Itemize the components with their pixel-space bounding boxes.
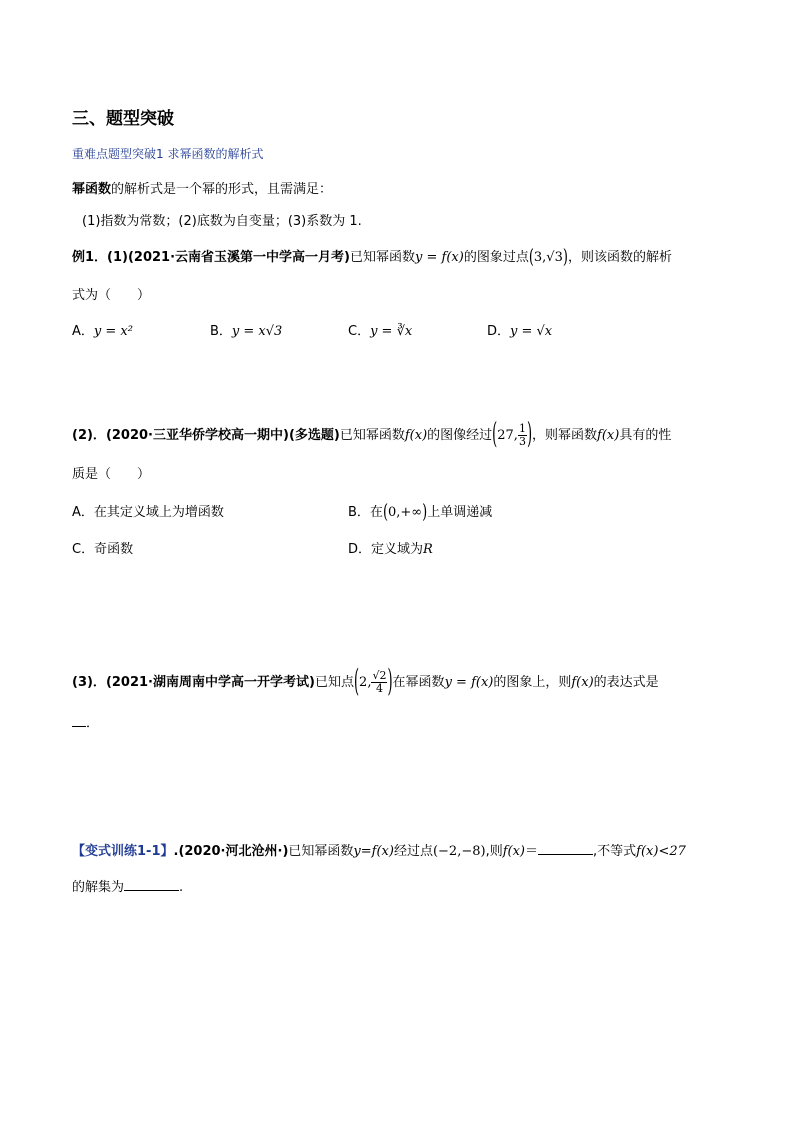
variant-text-b: 经过点 xyxy=(393,844,433,859)
variant-line2-text: 的解集为 xyxy=(72,880,125,895)
q2-frac-den: 3 xyxy=(518,435,526,448)
q2-tag: (多选题) xyxy=(288,428,340,443)
q2-text-d: 具有的性 xyxy=(619,428,672,443)
q3-line2 xyxy=(72,712,99,731)
q2-line2: 质是（ ） xyxy=(72,467,151,482)
variant-label: 【变式训练1-1】 xyxy=(72,844,174,859)
q3-point-a: 2, xyxy=(359,675,372,690)
q1-option-d-expr: y = √x xyxy=(510,324,553,339)
q2-func2: f(x) xyxy=(597,428,620,443)
intro-rest: 的解析式是一个幂的形式，且需满足： xyxy=(111,182,333,197)
intro-bold-term: 幂函数 xyxy=(72,182,112,197)
variant-line2 xyxy=(72,876,183,895)
q2-source: (2020·三亚华侨学校高一期中) xyxy=(105,428,289,443)
q1-option-b-expr: y = x√3 xyxy=(231,324,283,339)
variant-text-d: ,不等式 xyxy=(593,844,637,859)
q3-answer-blank[interactable] xyxy=(72,726,86,727)
q1-paren-open: ( xyxy=(528,246,534,269)
q2-line1 xyxy=(72,419,672,452)
q2-point-a: 27, xyxy=(497,428,518,443)
q3-line1 xyxy=(72,664,659,701)
q2-option-b-letter: B． xyxy=(348,505,370,520)
q1-point: 3,√3 xyxy=(533,250,563,265)
q2-option-a-text: 在其定义域上为增函数 xyxy=(93,505,224,520)
variant-func2: f(x) xyxy=(502,844,525,859)
q2-option-b-paren-open: ( xyxy=(382,501,389,524)
variant-func: y=f(x) xyxy=(353,844,394,859)
q2-paren-close: ) xyxy=(526,419,533,452)
q2-text-a: 已知幂函数 xyxy=(339,428,405,443)
q3-paren-close: ) xyxy=(387,664,393,701)
q2-fraction xyxy=(518,423,527,448)
q3-text-a: 已知点 xyxy=(314,675,354,690)
variant-line1 xyxy=(72,840,686,859)
q1-option-c-letter: C． xyxy=(348,324,371,339)
q3-text-c: 的图象上，则 xyxy=(493,675,572,690)
variant-point: (−2,−8) xyxy=(432,844,486,859)
q1-option-c xyxy=(348,320,412,339)
q1-option-a-letter: A． xyxy=(72,324,94,339)
q2-option-c-text: 奇函数 xyxy=(94,542,134,557)
variant-line2-end: . xyxy=(179,880,184,895)
q1-option-d xyxy=(487,320,552,339)
q3-fraction xyxy=(371,670,387,695)
q3-frac-num: √2 xyxy=(372,669,387,682)
q3-func2: f(x) xyxy=(571,675,594,690)
q3-label: (3)． xyxy=(72,675,106,690)
q2-option-b-text-b: 上单调递减 xyxy=(427,505,493,520)
variant-answer-blank-2[interactable] xyxy=(124,890,179,891)
q3-end-punct: ． xyxy=(86,716,100,731)
q1-label: 例1．(1) xyxy=(72,250,128,265)
q1-text-b: 的图象过点 xyxy=(463,250,529,265)
q2-label: (2)． xyxy=(72,428,106,443)
q2-func: f(x) xyxy=(404,428,428,443)
q3-text-b: 在幂函数 xyxy=(392,675,445,690)
variant-text-c: ,则 xyxy=(485,844,503,859)
intro-conditions: (1)指数为常数；(2)底数为自变量；(3)系数为 1. xyxy=(82,214,362,229)
q3-paren-open: ( xyxy=(353,664,360,701)
q1-option-a-expr: y = x² xyxy=(93,324,133,339)
q2-option-a-letter: A． xyxy=(72,505,94,520)
q1-option-d-letter: D． xyxy=(487,324,511,339)
q2-option-b-interval: 0,+∞ xyxy=(388,505,423,520)
q2-option-d xyxy=(348,538,433,557)
q1-option-a xyxy=(72,320,133,339)
q2-text-c: ，则幂函数 xyxy=(532,428,598,443)
q1-func: y = f(x) xyxy=(415,250,464,265)
q2-option-d-letter: D． xyxy=(348,542,372,557)
intro-line xyxy=(72,178,332,197)
q3-frac-den: 4 xyxy=(375,682,383,695)
section-title: 三、题型突破 xyxy=(72,109,174,129)
q3-func: y = f(x) xyxy=(444,675,494,690)
q2-option-c xyxy=(72,538,133,557)
q2-frac-num: 1 xyxy=(518,422,526,435)
q2-option-b-paren-close: ) xyxy=(422,501,428,524)
q1-option-b-letter: B． xyxy=(210,324,232,339)
q2-option-c-letter: C． xyxy=(72,542,95,557)
q1-text-a: 已知幂函数 xyxy=(350,250,416,265)
q1-option-c-expr: y = ∛x xyxy=(370,324,413,339)
variant-text-a: 已知幂函数 xyxy=(288,844,354,859)
q1-line2: 式为（ ） xyxy=(72,288,151,303)
q2-option-a xyxy=(72,501,224,520)
q1-option-b xyxy=(210,320,282,339)
variant-source: .(2020·河北沧州·) xyxy=(173,844,289,859)
q2-option-b-text-a: 在 xyxy=(369,505,383,520)
q2-option-b xyxy=(348,501,493,524)
q2-text-b: 的图像经过 xyxy=(427,428,493,443)
variant-eq: ＝ xyxy=(525,844,539,859)
q2-option-d-math: R xyxy=(423,542,433,557)
q2-paren-open: ( xyxy=(492,419,498,452)
q2-option-d-text: 定义域为 xyxy=(371,542,424,557)
q1-line1 xyxy=(72,246,672,269)
subsection-title: 重难点题型突破1 求幂函数的解析式 xyxy=(72,147,264,161)
q3-source: (2021·湖南周南中学高一开学考试) xyxy=(105,675,315,690)
variant-answer-blank-1[interactable] xyxy=(538,854,593,855)
q1-paren-close: ) xyxy=(562,246,568,269)
variant-inequality: f(x)<27 xyxy=(636,844,686,859)
q1-text-c: ，则该函数的解析 xyxy=(567,250,672,265)
q1-source: (2021·云南省玉溪第一中学高一月考) xyxy=(127,250,350,265)
q3-text-d: 的表达式是 xyxy=(593,675,659,690)
